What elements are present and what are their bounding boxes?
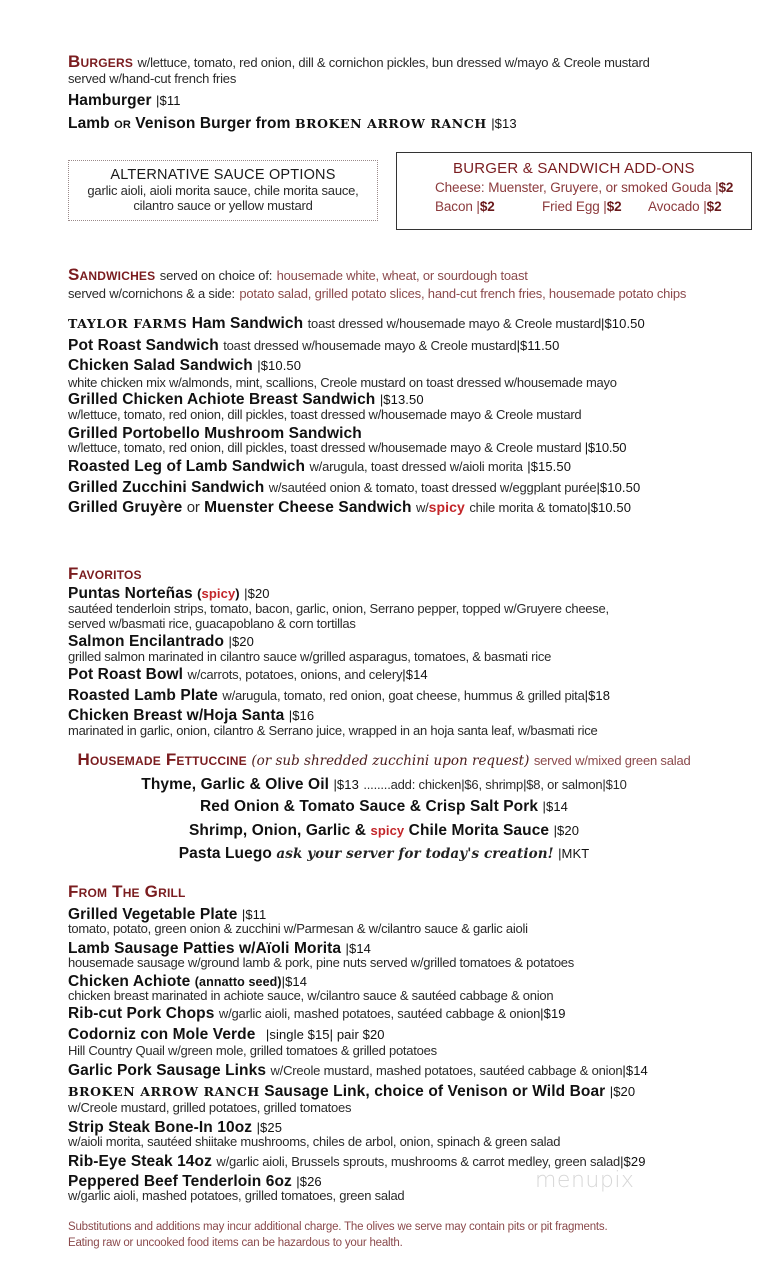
fettuccine-title: Housemade Fettuccine xyxy=(77,750,247,769)
spicy-label: spicy xyxy=(370,823,405,838)
footer-line1: Substitutions and additions may incur additional charge. The olives we serve may contain pits or pit fragments. xyxy=(68,1221,608,1233)
item-desc: toast dressed w/housemade mayo & Creole mustard xyxy=(307,316,601,331)
item-name: Chicken Achiote xyxy=(68,973,191,990)
item-subdesc: marinated in garlic, onion, cilantro & Serrano juice, wrapped in an hoja santa leaf, w/basmati rice xyxy=(68,723,598,738)
item-name: Lamb xyxy=(68,115,110,132)
sandwiches-intro2-label: served w/cornichons & a side: xyxy=(68,286,235,301)
item-price: |$14 xyxy=(622,1063,648,1078)
item-desc-b: chile morita & tomato xyxy=(469,500,588,515)
item-script: ask your server for today's creation! xyxy=(276,846,554,862)
menu-item-hamburger xyxy=(68,92,181,110)
sandwiches-intro2 xyxy=(68,285,686,303)
footer-line2: Eating raw or uncooked food items can be hazardous to your health. xyxy=(68,1237,403,1249)
item-price: |$15.50 xyxy=(527,459,572,474)
addon-price: $2 xyxy=(479,199,495,214)
item-price: |$26 xyxy=(296,1174,322,1189)
addons-box xyxy=(396,152,752,230)
item-name: Puntas Norteñas xyxy=(68,585,193,602)
item-price: |$13 xyxy=(491,116,517,131)
menu-item-roasted-lamb-plate xyxy=(68,687,610,705)
menu-item-zucchini-sandwich xyxy=(68,479,640,497)
menu-item-garlic-pork-sausage xyxy=(68,1062,648,1080)
addon-price: $2 xyxy=(706,199,722,214)
item-subdesc: w/Creole mustard, grilled potatoes, grilled tomatoes xyxy=(68,1100,352,1115)
spicy-close: ) xyxy=(235,586,240,601)
fettuccine-note: (or sub shredded zucchini upon request) xyxy=(251,753,530,769)
item-name: Chicken Salad Sandwich xyxy=(68,357,253,374)
item-price: |$10.50 xyxy=(257,358,302,373)
item-desc: w/arugula, toast dressed w/aioli morita xyxy=(309,459,523,474)
burgers-desc2: served w/hand-cut french fries xyxy=(68,71,237,86)
item-name: Roasted Lamb Plate xyxy=(68,687,218,704)
menu-item-rib-cut-pork-chops xyxy=(68,1005,566,1023)
menu-item-red-onion-tomato-sauce xyxy=(0,798,768,816)
grill-title: From The Grill xyxy=(68,882,186,901)
item-desc: toast dressed w/housemade mayo & Creole mustard xyxy=(223,338,517,353)
item-subdesc: white chicken mix w/almonds, mint, scallions, Creole mustard on toast dressed w/housemade mayo xyxy=(68,375,617,390)
sauce-box-line2: cilantro sauce or yellow mustard xyxy=(133,198,313,213)
addon-cheese xyxy=(435,180,733,195)
item-desc: w/Creole mustard, mashed potatoes, sautéed cabbage & onion xyxy=(270,1063,623,1078)
burgers-title: Burgers xyxy=(68,52,134,71)
sauce-box-title: ALTERNATIVE SAUCE OPTIONS xyxy=(110,167,336,183)
spicy-label: spicy xyxy=(428,499,465,515)
item-name: Chicken Breast w/Hoja Santa xyxy=(68,707,285,724)
item-name: Sausage Link, choice of Venison or Wild Boar xyxy=(264,1083,606,1100)
item-name-b: Chile Morita Sauce xyxy=(408,822,550,839)
item-name: Ham Sandwich xyxy=(191,315,304,332)
item-price: |$10.50 xyxy=(596,480,641,495)
burgers-desc: w/lettuce, tomato, red onion, dill & cornichon pickles, bun dressed w/mayo & Creole mustard xyxy=(137,55,650,70)
item-subdesc: w/garlic aioli, mashed potatoes, grilled tomatoes, green salad xyxy=(68,1188,405,1203)
item-addons: ........add: chicken|$6, shrimp|$8, or salmon|$10 xyxy=(363,777,627,792)
menu-item-cheese-sandwich xyxy=(68,499,631,517)
menu-item-broken-arrow-sausage xyxy=(68,1083,635,1101)
item-name: Shrimp, Onion, Garlic & xyxy=(188,822,367,839)
item-price: |$10.50 xyxy=(584,440,627,455)
menu-item-ham-sandwich xyxy=(68,315,645,333)
item-name: Red Onion & Tomato Sauce & Crisp Salt Pork xyxy=(200,798,539,815)
menu-item-chicken-salad-sandwich xyxy=(68,357,301,375)
item-subdesc: Hill Country Quail w/green mole, grilled tomatoes & grilled potatoes xyxy=(68,1043,437,1058)
item-price: |$13.50 xyxy=(379,392,424,407)
item-or: or xyxy=(186,499,200,516)
sandwiches-intro2-value: potato salad, grilled potato slices, hand-cut french fries, housemade potato chips xyxy=(239,286,687,301)
menu-item-shrimp-chile-morita xyxy=(0,822,768,840)
favoritos-title: Favoritos xyxy=(68,564,142,583)
item-name: Peppered Beef Tenderloin 6oz xyxy=(68,1173,292,1190)
item-subdesc: sautéed tenderloin strips, tomato, bacon, garlic, onion, Serrano pepper, topped w/Gruyere cheese, xyxy=(68,601,609,616)
item-name: Grilled Gruyère xyxy=(68,499,183,516)
item-price: |$14 xyxy=(281,974,308,989)
item-desc: w/garlic aioli, mashed potatoes, sautéed cabbage & onion xyxy=(218,1006,541,1021)
item-name: Strip Steak Bone-In 10oz xyxy=(68,1119,253,1136)
item-price: |single $15| pair $20 xyxy=(265,1027,385,1042)
menu-item-pot-roast-bowl xyxy=(68,666,428,684)
spicy-open: ( xyxy=(197,586,202,601)
item-subdesc: w/lettuce, tomato, red onion, dill pickles, toast dressed w/housemade mayo & Creole mustard xyxy=(68,407,582,422)
item-name: Pot Roast Bowl xyxy=(68,666,184,683)
item-price: |$14 xyxy=(402,667,428,682)
item-subdesc xyxy=(68,441,626,455)
watermark-logo: menupix xyxy=(535,1168,635,1193)
item-price: |$14 xyxy=(542,799,568,814)
item-name: Grilled Portobello Mushroom Sandwich xyxy=(68,425,362,442)
item-subdesc: chicken breast marinated in achiote sauce, w/cilantro sauce & sautéed cabbage & onion xyxy=(68,988,554,1003)
brand-name: BROKEN ARROW RANCH xyxy=(294,116,487,131)
fettuccine-served: served w/mixed green salad xyxy=(533,753,691,768)
sandwiches-header xyxy=(68,265,528,285)
item-subdesc: housemade sausage w/ground lamb & pork, pine nuts served w/grilled tomatoes & potatoes xyxy=(68,955,575,970)
brand-name: TAYLOR FARMS xyxy=(68,316,188,331)
item-or: or xyxy=(114,115,131,132)
item-subdesc-2: served w/basmati rice, guacapoblano & corn tortillas xyxy=(68,616,356,631)
item-price: |$19 xyxy=(540,1006,566,1021)
item-price: |$13 xyxy=(333,777,359,792)
sandwiches-intro1-label: served on choice of: xyxy=(159,268,273,283)
item-name: Grilled Chicken Achiote Breast Sandwich xyxy=(68,391,376,408)
addon-price: $2 xyxy=(718,180,734,195)
item-name: Codorniz con Mole Verde xyxy=(68,1026,256,1043)
menu-item-codorniz-mole-verde xyxy=(68,1026,385,1044)
menu-item-pot-roast-sandwich xyxy=(68,337,559,355)
item-name: Rib-Eye Steak 14oz xyxy=(68,1153,212,1170)
addon-label: Avocado | xyxy=(648,199,707,214)
item-name: Grilled Vegetable Plate xyxy=(68,906,238,923)
addon-label: Bacon | xyxy=(435,199,480,214)
item-price: |$11 xyxy=(241,907,267,922)
item-desc: w/lettuce, tomato, red onion, dill pickles, toast dressed w/housemade mayo & Creole mustard xyxy=(68,440,582,455)
sandwiches-title: Sandwiches xyxy=(68,265,156,284)
item-price: |$14 xyxy=(345,941,371,956)
item-name-b: Venison Burger from xyxy=(135,115,291,132)
addon-avocado xyxy=(648,199,721,214)
item-name: Salmon Encilantrado xyxy=(68,633,225,650)
item-price: |$11.50 xyxy=(516,338,560,353)
item-price: |$18 xyxy=(584,688,611,703)
item-desc-a: w/ xyxy=(415,500,429,515)
item-price: |$20 xyxy=(609,1084,636,1099)
item-subdesc: tomato, potato, green onion & zucchini w/Parmesan & w/cilantro sauce & garlic aioli xyxy=(68,921,528,936)
burgers-header xyxy=(68,52,650,72)
item-name: Pasta Luego xyxy=(178,845,272,862)
item-price: |$16 xyxy=(288,708,315,723)
item-desc: w/arugula, tomato, red onion, goat cheese, hummus & grilled pita xyxy=(222,688,585,703)
item-name: Roasted Leg of Lamb Sandwich xyxy=(68,458,306,475)
item-desc: w/sautéed onion & tomato, toast dressed w/eggplant purée xyxy=(268,480,597,495)
addon-bacon xyxy=(435,199,495,214)
addon-price: $2 xyxy=(606,199,622,214)
sandwiches-intro1-value: housemade white, wheat, or sourdough toast xyxy=(276,268,528,283)
addon-label: Cheese: Muenster, Gruyere, or smoked Gouda | xyxy=(435,180,719,195)
item-price: |$20 xyxy=(228,634,254,649)
addons-box-title: BURGER & SANDWICH ADD-ONS xyxy=(453,160,695,177)
item-subdesc: w/aioli morita, sautéed shiitake mushrooms, chiles de arbol, onion, spinach & green salad xyxy=(68,1134,561,1149)
item-name: Thyme, Garlic & Olive Oil xyxy=(141,776,330,793)
item-price: |$20 xyxy=(244,586,270,601)
item-price: |$29 xyxy=(620,1154,646,1169)
item-name: Rib-cut Pork Chops xyxy=(68,1005,215,1022)
fettuccine-header xyxy=(0,750,768,770)
menu-item-lamb-venison-burger xyxy=(68,115,517,133)
item-name: Garlic Pork Sausage Links xyxy=(68,1062,267,1079)
alternative-sauce-box xyxy=(68,160,378,221)
menu-item-thyme-garlic-olive-oil xyxy=(0,776,768,794)
sauce-box-line1: garlic aioli, aioli morita sauce, chile morita sauce, xyxy=(87,183,359,198)
item-desc: w/garlic aioli, Brussels sprouts, mushrooms & carrot medley, green salad xyxy=(216,1154,621,1169)
item-name-b: Muenster Cheese Sandwich xyxy=(204,499,412,516)
item-name: Lamb Sausage Patties w/Aïoli Morita xyxy=(68,940,342,957)
item-price: |MKT xyxy=(558,846,590,861)
item-price: |$10.50 xyxy=(587,500,632,515)
item-subdesc: grilled salmon marinated in cilantro sauce w/grilled asparagus, tomatoes, & basmati rice xyxy=(68,649,552,664)
item-name: Hamburger xyxy=(68,92,152,109)
brand-name: BROKEN ARROW RANCH xyxy=(68,1084,260,1099)
item-name: Pot Roast Sandwich xyxy=(68,337,219,354)
item-price: |$11 xyxy=(156,93,181,108)
item-desc: w/carrots, potatoes, onions, and celery xyxy=(187,667,403,682)
item-price: |$20 xyxy=(553,823,580,838)
menu-item-leg-of-lamb-sandwich xyxy=(68,458,571,476)
item-price: |$25 xyxy=(256,1120,283,1135)
item-name: Grilled Zucchini Sandwich xyxy=(68,479,265,496)
addon-fried-egg xyxy=(542,199,622,214)
item-note: (annatto seed) xyxy=(194,975,282,989)
spicy-label: spicy xyxy=(201,586,236,601)
item-price: |$10.50 xyxy=(600,316,645,331)
addon-label: Fried Egg | xyxy=(542,199,607,214)
menu-item-pasta-luego xyxy=(0,845,768,863)
